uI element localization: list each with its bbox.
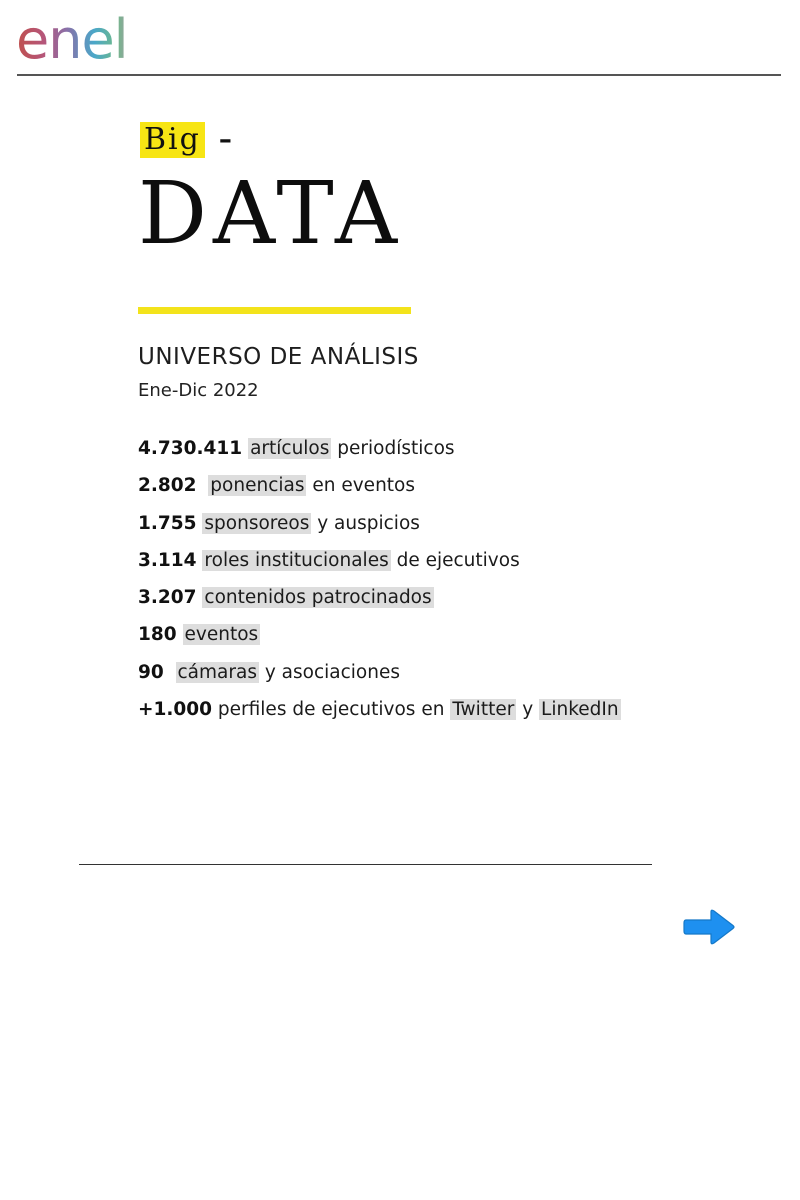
list-item bbox=[138, 585, 621, 622]
stat-text: y asociaciones bbox=[258, 661, 400, 683]
page-title: DATA bbox=[138, 164, 404, 264]
stat-number: 1.755 bbox=[138, 512, 197, 534]
stats-list bbox=[138, 436, 621, 734]
stat-text: y bbox=[516, 699, 540, 721]
footer-divider bbox=[79, 864, 652, 865]
header-divider bbox=[17, 74, 781, 76]
list-item bbox=[138, 697, 621, 734]
stat-tag: eventos bbox=[184, 624, 259, 646]
section-period: Ene-Dic 2022 bbox=[138, 380, 259, 401]
stat-tag: cámaras bbox=[177, 661, 257, 683]
stat-number: 90 bbox=[138, 661, 164, 683]
stat-number: 4.730.411 bbox=[138, 438, 243, 459]
kicker-dash: – bbox=[218, 125, 234, 155]
list-item bbox=[138, 660, 621, 697]
stat-tag: LinkedIn bbox=[541, 699, 619, 721]
list-item bbox=[138, 548, 621, 585]
stat-text bbox=[177, 624, 183, 645]
enel-logo bbox=[16, 12, 176, 68]
stat-text: de ejecutivos bbox=[390, 549, 520, 571]
stat-number: 3.114 bbox=[138, 549, 197, 571]
accent-bar bbox=[138, 307, 411, 314]
stat-number: 3.207 bbox=[138, 587, 197, 609]
headline-kicker bbox=[140, 122, 234, 158]
stat-tag: roles institucionales bbox=[204, 549, 389, 571]
list-item bbox=[138, 622, 621, 659]
list-item bbox=[138, 473, 621, 510]
list-item bbox=[138, 511, 621, 548]
right-arrow-icon bbox=[683, 908, 735, 946]
section-title: UNIVERSO DE ANÁLISIS bbox=[138, 344, 419, 370]
kicker-highlight: Big bbox=[140, 122, 205, 158]
stat-number: 180 bbox=[138, 624, 177, 646]
logo-wordmark: enel bbox=[16, 12, 128, 68]
list-item bbox=[138, 436, 621, 473]
stat-tag: sponsoreos bbox=[204, 512, 310, 534]
stat-text: periodísticos bbox=[331, 438, 455, 459]
stat-text bbox=[197, 475, 209, 496]
stat-number: +1.000 bbox=[138, 699, 213, 721]
stat-text: y auspicios bbox=[311, 512, 420, 534]
stat-number: 2.802 bbox=[138, 475, 197, 497]
stat-tag: contenidos patrocinados bbox=[204, 587, 432, 609]
next-page-button[interactable] bbox=[683, 908, 735, 946]
stat-tag: ponencias bbox=[210, 475, 305, 497]
stat-text bbox=[164, 662, 176, 683]
stat-text: en eventos bbox=[306, 475, 416, 497]
stat-tag: Twitter bbox=[452, 699, 515, 721]
stat-text: perfiles de ejecutivos en bbox=[212, 699, 451, 721]
stat-tag: artículos bbox=[250, 438, 330, 459]
